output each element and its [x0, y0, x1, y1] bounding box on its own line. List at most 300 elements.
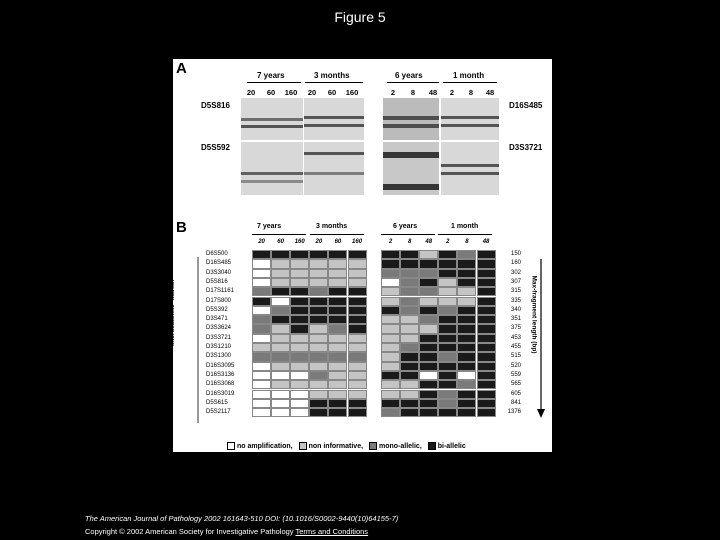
heatmap-cell	[290, 399, 309, 408]
panel-a-group-6years: 6 years	[395, 71, 423, 80]
heatmap-cell	[381, 399, 400, 408]
heatmap-cell	[252, 259, 271, 268]
legend-swatch-no-amplification	[227, 442, 235, 450]
heatmap-cell	[290, 380, 309, 389]
heatmap-cell	[309, 315, 328, 324]
heatmap-cell	[348, 287, 367, 296]
group-divider	[310, 234, 364, 235]
heatmap-cell	[438, 287, 457, 296]
heatmap-cell	[290, 278, 309, 287]
heatmap-cell	[271, 408, 290, 417]
heatmap-cell	[348, 362, 367, 371]
heatmap-cell	[457, 250, 476, 259]
heatmap-cell	[457, 362, 476, 371]
gel-image	[441, 142, 499, 195]
group-divider	[252, 234, 306, 235]
heatmap-cell	[400, 334, 419, 343]
marker-name: D16S3136	[206, 371, 235, 378]
heatmap-cell	[419, 371, 438, 380]
heatmap-cell	[438, 334, 457, 343]
heatmap-cell	[252, 399, 271, 408]
heatmap-cell	[457, 371, 476, 380]
heatmap-cell	[271, 315, 290, 324]
marker-name: D3S3721	[206, 334, 232, 341]
heatmap-cell	[477, 380, 496, 389]
heatmap-cell	[348, 408, 367, 417]
heatmap-cell	[252, 408, 271, 417]
heatmap-cell	[348, 315, 367, 324]
panel-a-group-7years: 7 years	[257, 71, 285, 80]
panel-a-letter: A	[176, 60, 187, 77]
heatmap-cell	[477, 324, 496, 333]
heatmap-cell	[252, 297, 271, 306]
heatmap-cell	[271, 250, 290, 259]
heatmap-cell	[348, 352, 367, 361]
heatmap-cell	[381, 287, 400, 296]
heatmap-cell	[419, 399, 438, 408]
group-divider	[247, 82, 301, 83]
panel-a-tick: 60	[266, 88, 276, 97]
heatmap-cell	[457, 269, 476, 278]
heatmap-cell	[348, 399, 367, 408]
marker-label-d5s816: D5S816	[201, 101, 230, 110]
heatmap-cell	[419, 297, 438, 306]
heatmap-cell	[381, 324, 400, 333]
fragment-length: 841	[510, 399, 521, 406]
fragment-length: 307	[510, 278, 521, 285]
heatmap-cell	[419, 287, 438, 296]
heatmap-cell	[381, 343, 400, 352]
heatmap-cell	[381, 269, 400, 278]
legend-label: non informative,	[308, 442, 364, 450]
heatmap-cell	[348, 390, 367, 399]
heatmap-cell	[419, 343, 438, 352]
heatmap-cell	[290, 306, 309, 315]
heatmap-cell	[457, 297, 476, 306]
heatmap-cell	[309, 408, 328, 417]
heatmap-cell	[309, 352, 328, 361]
heatmap-cell	[348, 306, 367, 315]
panel-a-tick: 48	[485, 88, 495, 97]
heatmap-cell	[271, 343, 290, 352]
heatmap-cell	[438, 399, 457, 408]
fragment-length: 520	[510, 362, 521, 369]
heatmap-cell	[381, 315, 400, 324]
heatmap-cell	[438, 408, 457, 417]
heatmap-cell	[271, 390, 290, 399]
heatmap-cell	[400, 408, 419, 417]
length-arrow-icon	[536, 259, 546, 419]
heatmap-cell	[328, 399, 347, 408]
gel-image	[304, 98, 364, 140]
fragment-length: 1376	[507, 409, 521, 416]
heatmap-cell	[477, 362, 496, 371]
heatmap-cell	[309, 269, 328, 278]
legend-swatch-non-informative	[299, 442, 307, 450]
heatmap-cell	[348, 278, 367, 287]
col-header: 2	[446, 239, 450, 245]
heatmap-cell	[309, 250, 328, 259]
copyright: Copyright © 2002 American Society for Investigative Pathology	[85, 527, 294, 536]
heatmap-cell	[381, 278, 400, 287]
heatmap-cell	[290, 390, 309, 399]
heatmap-cell	[348, 334, 367, 343]
heatmap-cell	[252, 362, 271, 371]
heatmap-cell	[457, 408, 476, 417]
heatmap-cell	[419, 324, 438, 333]
heatmap-cell	[328, 334, 347, 343]
group-divider	[443, 82, 497, 83]
heatmap-cell	[477, 287, 496, 296]
slide-title: Figure 5	[334, 9, 386, 25]
heatmap-cell	[252, 352, 271, 361]
heatmap-cell	[252, 390, 271, 399]
fragment-length: 160	[510, 260, 521, 267]
heatmap-cell	[419, 259, 438, 268]
heatmap-cell	[381, 334, 400, 343]
heatmap-cell	[271, 352, 290, 361]
copyright-line	[85, 527, 368, 536]
heatmap-cell	[457, 287, 476, 296]
panel-a-tick: 60	[327, 88, 337, 97]
col-header: 160	[294, 239, 305, 245]
fragment-length: 515	[510, 353, 521, 360]
col-header: 2	[388, 239, 393, 245]
heatmap-cell	[271, 297, 290, 306]
heatmap-cell	[419, 278, 438, 287]
gel-image	[383, 142, 439, 195]
heatmap-cell	[400, 343, 419, 352]
panel-a-tick: 2	[390, 88, 396, 97]
heatmap-cell	[309, 278, 328, 287]
heatmap-cell	[400, 250, 419, 259]
marker-name: D3S3624	[206, 325, 232, 332]
heatmap-cell	[381, 250, 400, 259]
heatmap-cell	[381, 362, 400, 371]
heatmap-cell	[348, 343, 367, 352]
heatmap-cell	[271, 287, 290, 296]
heatmap-cell	[438, 371, 457, 380]
figure-image	[168, 59, 552, 452]
heatmap-cell	[381, 408, 400, 417]
heatmap-cell	[400, 278, 419, 287]
heatmap-cell	[477, 297, 496, 306]
heatmap-cell	[309, 390, 328, 399]
heatmap-cell	[271, 371, 290, 380]
heatmap-cell	[477, 399, 496, 408]
heatmap-cell	[271, 278, 290, 287]
heatmap-cell	[309, 334, 328, 343]
heatmap-cell	[309, 343, 328, 352]
marker-name: D6S500	[206, 251, 228, 257]
heatmap-cell	[400, 324, 419, 333]
heatmap-cell	[419, 380, 438, 389]
marker-name: D3S471	[206, 316, 228, 323]
bracket-icon	[192, 255, 200, 425]
fragment-length: 455	[510, 344, 521, 350]
heatmap-cell	[290, 371, 309, 380]
heatmap-cell	[328, 287, 347, 296]
heatmap-cell	[309, 399, 328, 408]
marker-label-d5s592: D5S592	[201, 143, 230, 152]
heatmap-cell	[328, 269, 347, 278]
heatmap-cell	[457, 352, 476, 361]
marker-name: D16S3068	[206, 381, 235, 388]
marker-name: D17S1161	[206, 288, 234, 295]
marker-name: D5S2117	[206, 409, 231, 416]
marker-name: D17S800	[206, 297, 232, 304]
heatmap-cell	[348, 259, 367, 268]
panel-a-tick: 160	[345, 88, 359, 97]
heatmap-cell	[457, 324, 476, 333]
marker-name: D16S3095	[206, 362, 235, 369]
heatmap-cell	[252, 371, 271, 380]
heatmap-cell	[381, 380, 400, 389]
heatmap-cell	[381, 297, 400, 306]
heatmap-cell	[328, 315, 347, 324]
marker-label-d3s3721: D3S3721	[509, 143, 543, 152]
heatmap-cell	[328, 324, 347, 333]
heatmap-cell	[381, 259, 400, 268]
heatmap-cell	[419, 334, 438, 343]
heatmap-cell	[271, 334, 290, 343]
panel-a-group-1month: 1 month	[453, 71, 485, 80]
heatmap-cell	[309, 371, 328, 380]
col-header: 160	[352, 239, 363, 245]
heatmap-cell	[252, 287, 271, 296]
col-header: 60	[334, 239, 342, 245]
group-divider	[381, 234, 435, 235]
panel-a-tick: 48	[428, 88, 438, 97]
heatmap-cell	[419, 390, 438, 399]
heatmap-cell	[438, 297, 457, 306]
col-header: 20	[315, 239, 323, 245]
heatmap-cell	[400, 352, 419, 361]
heatmap-cell	[477, 250, 496, 259]
panel-b-group-6years: 6 years	[393, 223, 418, 230]
panel-b-group-7years: 7 years	[257, 223, 282, 230]
heatmap-cell	[477, 390, 496, 399]
fragment-length: 351	[510, 316, 521, 323]
heatmap-cell	[328, 250, 347, 259]
marker-name: D5S615	[206, 399, 228, 406]
heatmap-cell	[438, 343, 457, 352]
heatmap-cell	[400, 371, 419, 380]
heatmap-cell	[290, 334, 309, 343]
fragment-length: 453	[510, 334, 521, 341]
heatmap-cell	[438, 324, 457, 333]
heatmap-cell	[477, 306, 496, 315]
heatmap-cell	[457, 380, 476, 389]
heatmap-cell	[271, 362, 290, 371]
heatmap-cell	[252, 269, 271, 278]
group-divider	[438, 234, 492, 235]
legend	[223, 442, 466, 450]
heatmap-cell	[252, 250, 271, 259]
heatmap-cell	[348, 380, 367, 389]
heatmap-cell	[309, 306, 328, 315]
fragment-length: 605	[510, 390, 521, 397]
heatmap-cell	[290, 269, 309, 278]
heatmap-cell	[328, 306, 347, 315]
heatmap-cell	[271, 306, 290, 315]
col-header: 8	[407, 239, 412, 245]
heatmap-cell	[290, 408, 309, 417]
terms-link[interactable]: Terms and Conditions	[295, 527, 369, 536]
panel-a-tick: 20	[307, 88, 317, 97]
heatmap-cell	[348, 324, 367, 333]
col-header: 20	[258, 239, 265, 245]
heatmap-cell	[328, 297, 347, 306]
heatmap-cell	[419, 250, 438, 259]
heatmap-cell	[438, 362, 457, 371]
heatmap-cell	[438, 380, 457, 389]
panel-a-tick: 2	[449, 88, 455, 97]
marker-name: D5S816	[206, 278, 228, 285]
marker-name: D16S3019	[206, 390, 235, 397]
heatmap-cell	[271, 399, 290, 408]
heatmap-cell	[271, 269, 290, 278]
heatmap-cell	[252, 380, 271, 389]
heatmap-cell	[252, 306, 271, 315]
heatmap-cell	[477, 269, 496, 278]
panel-b-group-1month: 1 month	[451, 223, 479, 230]
heatmap-cell	[309, 380, 328, 389]
heatmap-cell	[400, 287, 419, 296]
heatmap-cell	[477, 334, 496, 343]
legend-swatch-mono-allelic	[369, 442, 377, 450]
heatmap-cell	[438, 315, 457, 324]
heatmap-cell	[309, 287, 328, 296]
group-divider	[387, 82, 439, 83]
heatmap-cell	[438, 306, 457, 315]
heatmap-cell	[328, 343, 347, 352]
heatmap-cell	[252, 278, 271, 287]
heatmap-cell	[328, 259, 347, 268]
panel-a-tick: 160	[284, 88, 298, 97]
heatmap-cell	[438, 278, 457, 287]
legend-label: no amplification,	[237, 442, 293, 450]
heatmap-cell	[419, 306, 438, 315]
heatmap-cell	[400, 269, 419, 278]
fragment-length: 375	[510, 325, 521, 332]
heatmap-cell	[457, 399, 476, 408]
gel-image	[241, 98, 303, 140]
heatmap-cell	[290, 259, 309, 268]
gel-image	[383, 98, 439, 140]
fragment-length: 340	[510, 306, 521, 313]
heatmap-cell	[400, 390, 419, 399]
col-header: 48	[425, 239, 433, 245]
heatmap-cell	[290, 343, 309, 352]
heatmap-cell	[400, 362, 419, 371]
heatmap-cell	[381, 390, 400, 399]
heatmap-cell	[457, 334, 476, 343]
heatmap-cell	[290, 362, 309, 371]
citation: The American Journal of Pathology 2002 161643-510 DOI: (10.1016/S0002-9440(10)64155-7)	[85, 514, 399, 523]
heatmap-cell	[419, 352, 438, 361]
marker-name: D16S485	[206, 260, 232, 267]
panel-a-tick: 20	[246, 88, 256, 97]
heatmap-cell	[271, 380, 290, 389]
panel-a-tick: 8	[468, 88, 474, 97]
fragment-length: 559	[510, 371, 521, 378]
heatmap-cell	[438, 390, 457, 399]
heatmap-cell	[419, 269, 438, 278]
heatmap-cell	[328, 380, 347, 389]
marker-name: D5S392	[206, 306, 228, 313]
heatmap-cell	[309, 297, 328, 306]
heatmap-cell	[400, 380, 419, 389]
heatmap-cell	[381, 352, 400, 361]
legend-swatch-bi-allelic	[428, 442, 436, 450]
col-header: 60	[277, 239, 284, 245]
heatmap-cell	[271, 259, 290, 268]
heatmap-cell	[419, 362, 438, 371]
heatmap-cell	[252, 315, 271, 324]
heatmap-cell	[400, 259, 419, 268]
heatmap-cell	[381, 306, 400, 315]
legend-label: bi-allelic	[437, 442, 466, 450]
heatmap-cell	[328, 352, 347, 361]
heatmap-cell	[290, 297, 309, 306]
marker-name: D3S1300	[206, 353, 232, 360]
heatmap-cell	[400, 297, 419, 306]
heatmap-cell	[477, 259, 496, 268]
heatmap-cell	[400, 306, 419, 315]
heatmap-cell	[457, 343, 476, 352]
heatmap-cell	[457, 315, 476, 324]
panel-a-tick: 8	[410, 88, 416, 97]
heatmap-cell	[438, 269, 457, 278]
heatmap-cell	[400, 399, 419, 408]
heatmap-cell	[477, 278, 496, 287]
heatmap-cell	[348, 371, 367, 380]
panel-b-group-3months: 3 months	[316, 223, 348, 230]
heatmap-cell	[400, 315, 419, 324]
heatmap-cell	[381, 371, 400, 380]
heatmap-cell	[348, 250, 367, 259]
heatmap-cell	[348, 269, 367, 278]
heatmap-cell	[328, 371, 347, 380]
fragment-length: 315	[510, 288, 521, 295]
heatmap-cell	[477, 352, 496, 361]
gel-image	[441, 98, 499, 140]
heatmap-cell	[419, 315, 438, 324]
heatmap-cell	[348, 297, 367, 306]
heatmap-cell	[419, 408, 438, 417]
heatmap-cell	[438, 259, 457, 268]
heatmap-cell	[309, 362, 328, 371]
heatmap-cell	[290, 287, 309, 296]
heatmap-cell	[477, 371, 496, 380]
fragment-length: 302	[510, 269, 521, 276]
heatmap-cell	[290, 324, 309, 333]
gel-image	[241, 142, 303, 195]
heatmap-cell	[477, 343, 496, 352]
heatmap-cell	[328, 278, 347, 287]
heatmap-cell	[328, 390, 347, 399]
marker-label-d16s485: D16S485	[509, 101, 543, 110]
heatmap-cell	[457, 259, 476, 268]
heatmap-cell	[438, 352, 457, 361]
marker-name: D3S1210	[206, 344, 232, 350]
heatmap-cell	[290, 315, 309, 324]
heatmap-cell	[252, 324, 271, 333]
heatmap-cell	[252, 334, 271, 343]
panel-b-letter: B	[176, 219, 187, 236]
legend-label: mono-allelic,	[378, 442, 422, 450]
